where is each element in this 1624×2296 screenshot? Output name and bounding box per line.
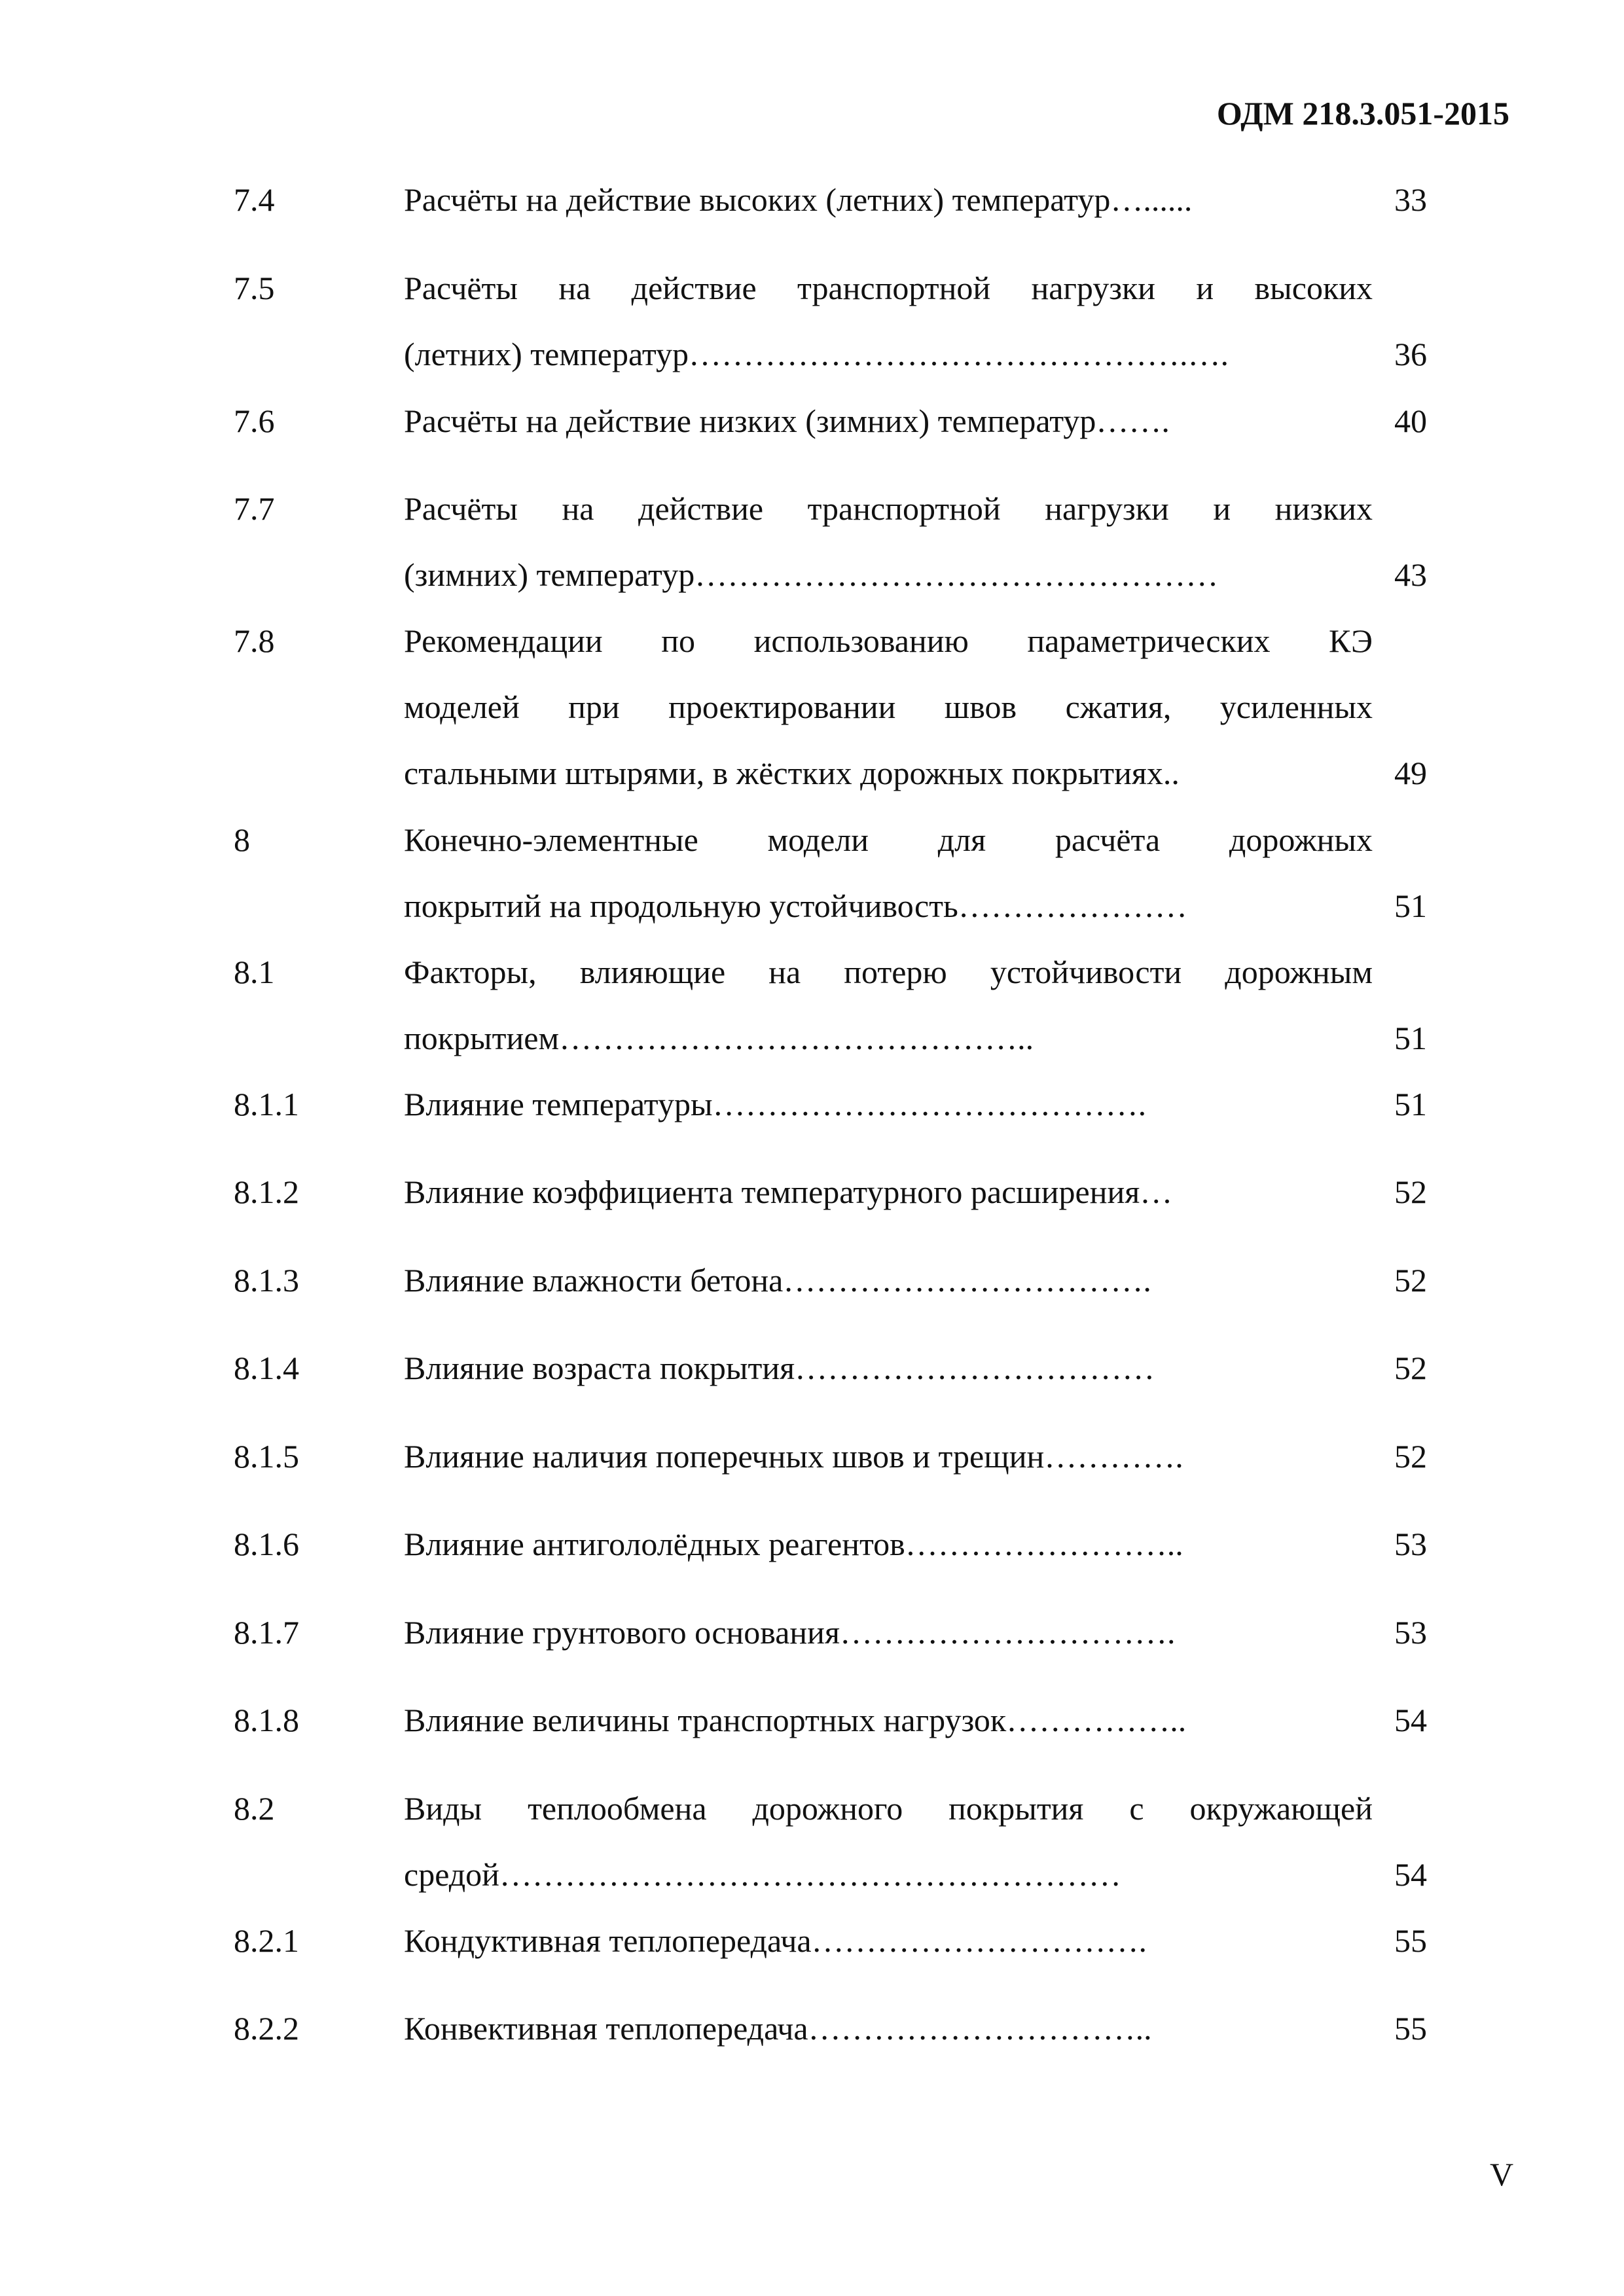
toc-section-number: 8.2.1 [234,1922,299,1959]
toc-section-title [404,1159,1373,1225]
toc-section-title [404,1996,1373,2062]
toc-section-number: 7.8 [234,622,275,659]
toc-page-number: 51 [1394,888,1427,924]
toc-page-number: 54 [1394,1856,1427,1893]
toc-page-number: 51 [1394,1020,1427,1056]
toc-section-number: 8.1 [234,954,275,990]
toc-title-line: (зимних) температур………………………………………… [404,556,1219,593]
toc-title-line: (летних) температур……………………………………….…. [404,336,1229,372]
toc-section-title [404,476,1373,608]
toc-section-number: 8.2 [234,1790,275,1827]
toc-title-line: средой………………………………………………… [404,1856,1121,1893]
toc-page-number: 40 [1394,403,1427,439]
toc-title-line: Влияние коэффициента температурного расширения… [404,1174,1173,1210]
toc-title-line: Влияние грунтового основания…………………………. [404,1614,1176,1651]
toc-page-number: 53 [1394,1526,1427,1562]
toc-section-number: 8.1.1 [234,1086,299,1122]
toc-page-number: 33 [1394,181,1427,218]
toc-title-line: Расчёты на действие низких (зимних) температур……. [404,403,1170,439]
toc-title-line: покрытием…………………………………….. [404,1020,1034,1056]
toc-section-title [404,1511,1373,1577]
toc-title-line: Влияние наличия поперечных швов и трещин…………. [404,1438,1183,1475]
toc-section-number: 8.1.5 [234,1438,299,1475]
toc-page-number: 55 [1394,2010,1427,2047]
toc-page-number: 49 [1394,755,1427,791]
toc-section-number: 7.5 [234,270,275,306]
toc-section-title [404,807,1373,939]
toc-section-title [404,1908,1373,1974]
toc-title-line: Влияние температуры…………………………………. [404,1086,1147,1122]
toc-section-title [404,1687,1373,1753]
toc-page-number: 52 [1394,1438,1427,1475]
toc-title-line: Расчёты на действие транспортной нагрузки и низких [404,490,1373,527]
toc-title-line: Рекомендации по использованию параметрических КЭ [404,622,1373,659]
toc-title-line: Расчёты на действие высоких (летних) температур…...... [404,181,1193,218]
toc-section-title [404,1424,1373,1490]
toc-section-number: 8.1.7 [234,1614,299,1651]
toc-section-number: 7.4 [234,181,275,218]
toc-section-title [404,167,1373,233]
toc-section-title [404,608,1373,806]
toc-section-title [404,1071,1373,1138]
toc-section-title [404,1776,1373,1908]
toc-title-line: моделей при проектировании швов сжатия, усиленных [404,689,1373,725]
toc-page-number: 36 [1394,336,1427,372]
toc-title-line: Влияние антигололёдных реагентов…………………….. [404,1526,1183,1562]
toc-section-number: 7.6 [234,403,275,439]
toc-page-number: 52 [1394,1174,1427,1210]
toc-section-title [404,388,1373,454]
toc-section-number: 8 [234,821,250,858]
toc-title-line: стальными штырями, в жёстких дорожных покрытиях.. [404,755,1180,791]
toc-section-number: 8.1.8 [234,1702,299,1738]
toc-section-number: 8.1.2 [234,1174,299,1210]
toc-section-number: 8.1.4 [234,1350,299,1386]
toc-title-line: Расчёты на действие транспортной нагрузки и высоких [404,270,1373,306]
toc-page-number: 43 [1394,556,1427,593]
toc-page-number: 51 [1394,1086,1427,1122]
toc-section-number: 8.1.6 [234,1526,299,1562]
toc-section-title [404,1335,1373,1401]
toc-section-number: 8.1.3 [234,1262,299,1299]
toc-title-line: Влияние возраста покрытия…………………………… [404,1350,1155,1386]
toc-page-number: 53 [1394,1614,1427,1651]
toc-section-title [404,939,1373,1071]
toc-title-line: Влияние величины транспортных нагрузок…………….. [404,1702,1187,1738]
toc-page-number: 52 [1394,1262,1427,1299]
toc-section-title [404,1247,1373,1314]
toc-page-number: 52 [1394,1350,1427,1386]
toc-title-line: Кондуктивная теплопередача…………………………. [404,1922,1147,1959]
document-code: ОДМ 218.3.051-2015 [1216,95,1509,132]
toc-section-title [404,1600,1373,1666]
toc-title-line: Факторы, влияющие на потерю устойчивости дорожным [404,954,1373,990]
toc-title-line: Влияние влажности бетона……………………………. [404,1262,1151,1299]
toc-title-line: покрытий на продольную устойчивость………………… [404,888,1187,924]
toc-section-title [404,255,1373,387]
toc-title-line: Конвективная теплопередача………………………….. [404,2010,1152,2047]
toc-page-number: 55 [1394,1922,1427,1959]
toc-title-line: Виды теплообмена дорожного покрытия с окружающей [404,1790,1373,1827]
toc-section-number: 7.7 [234,490,275,527]
toc-section-number: 8.2.2 [234,2010,299,2047]
toc-page-number: 54 [1394,1702,1427,1738]
page-number: V [1490,2156,1514,2193]
toc-title-line: Конечно-элементные модели для расчёта дорожных [404,821,1373,858]
